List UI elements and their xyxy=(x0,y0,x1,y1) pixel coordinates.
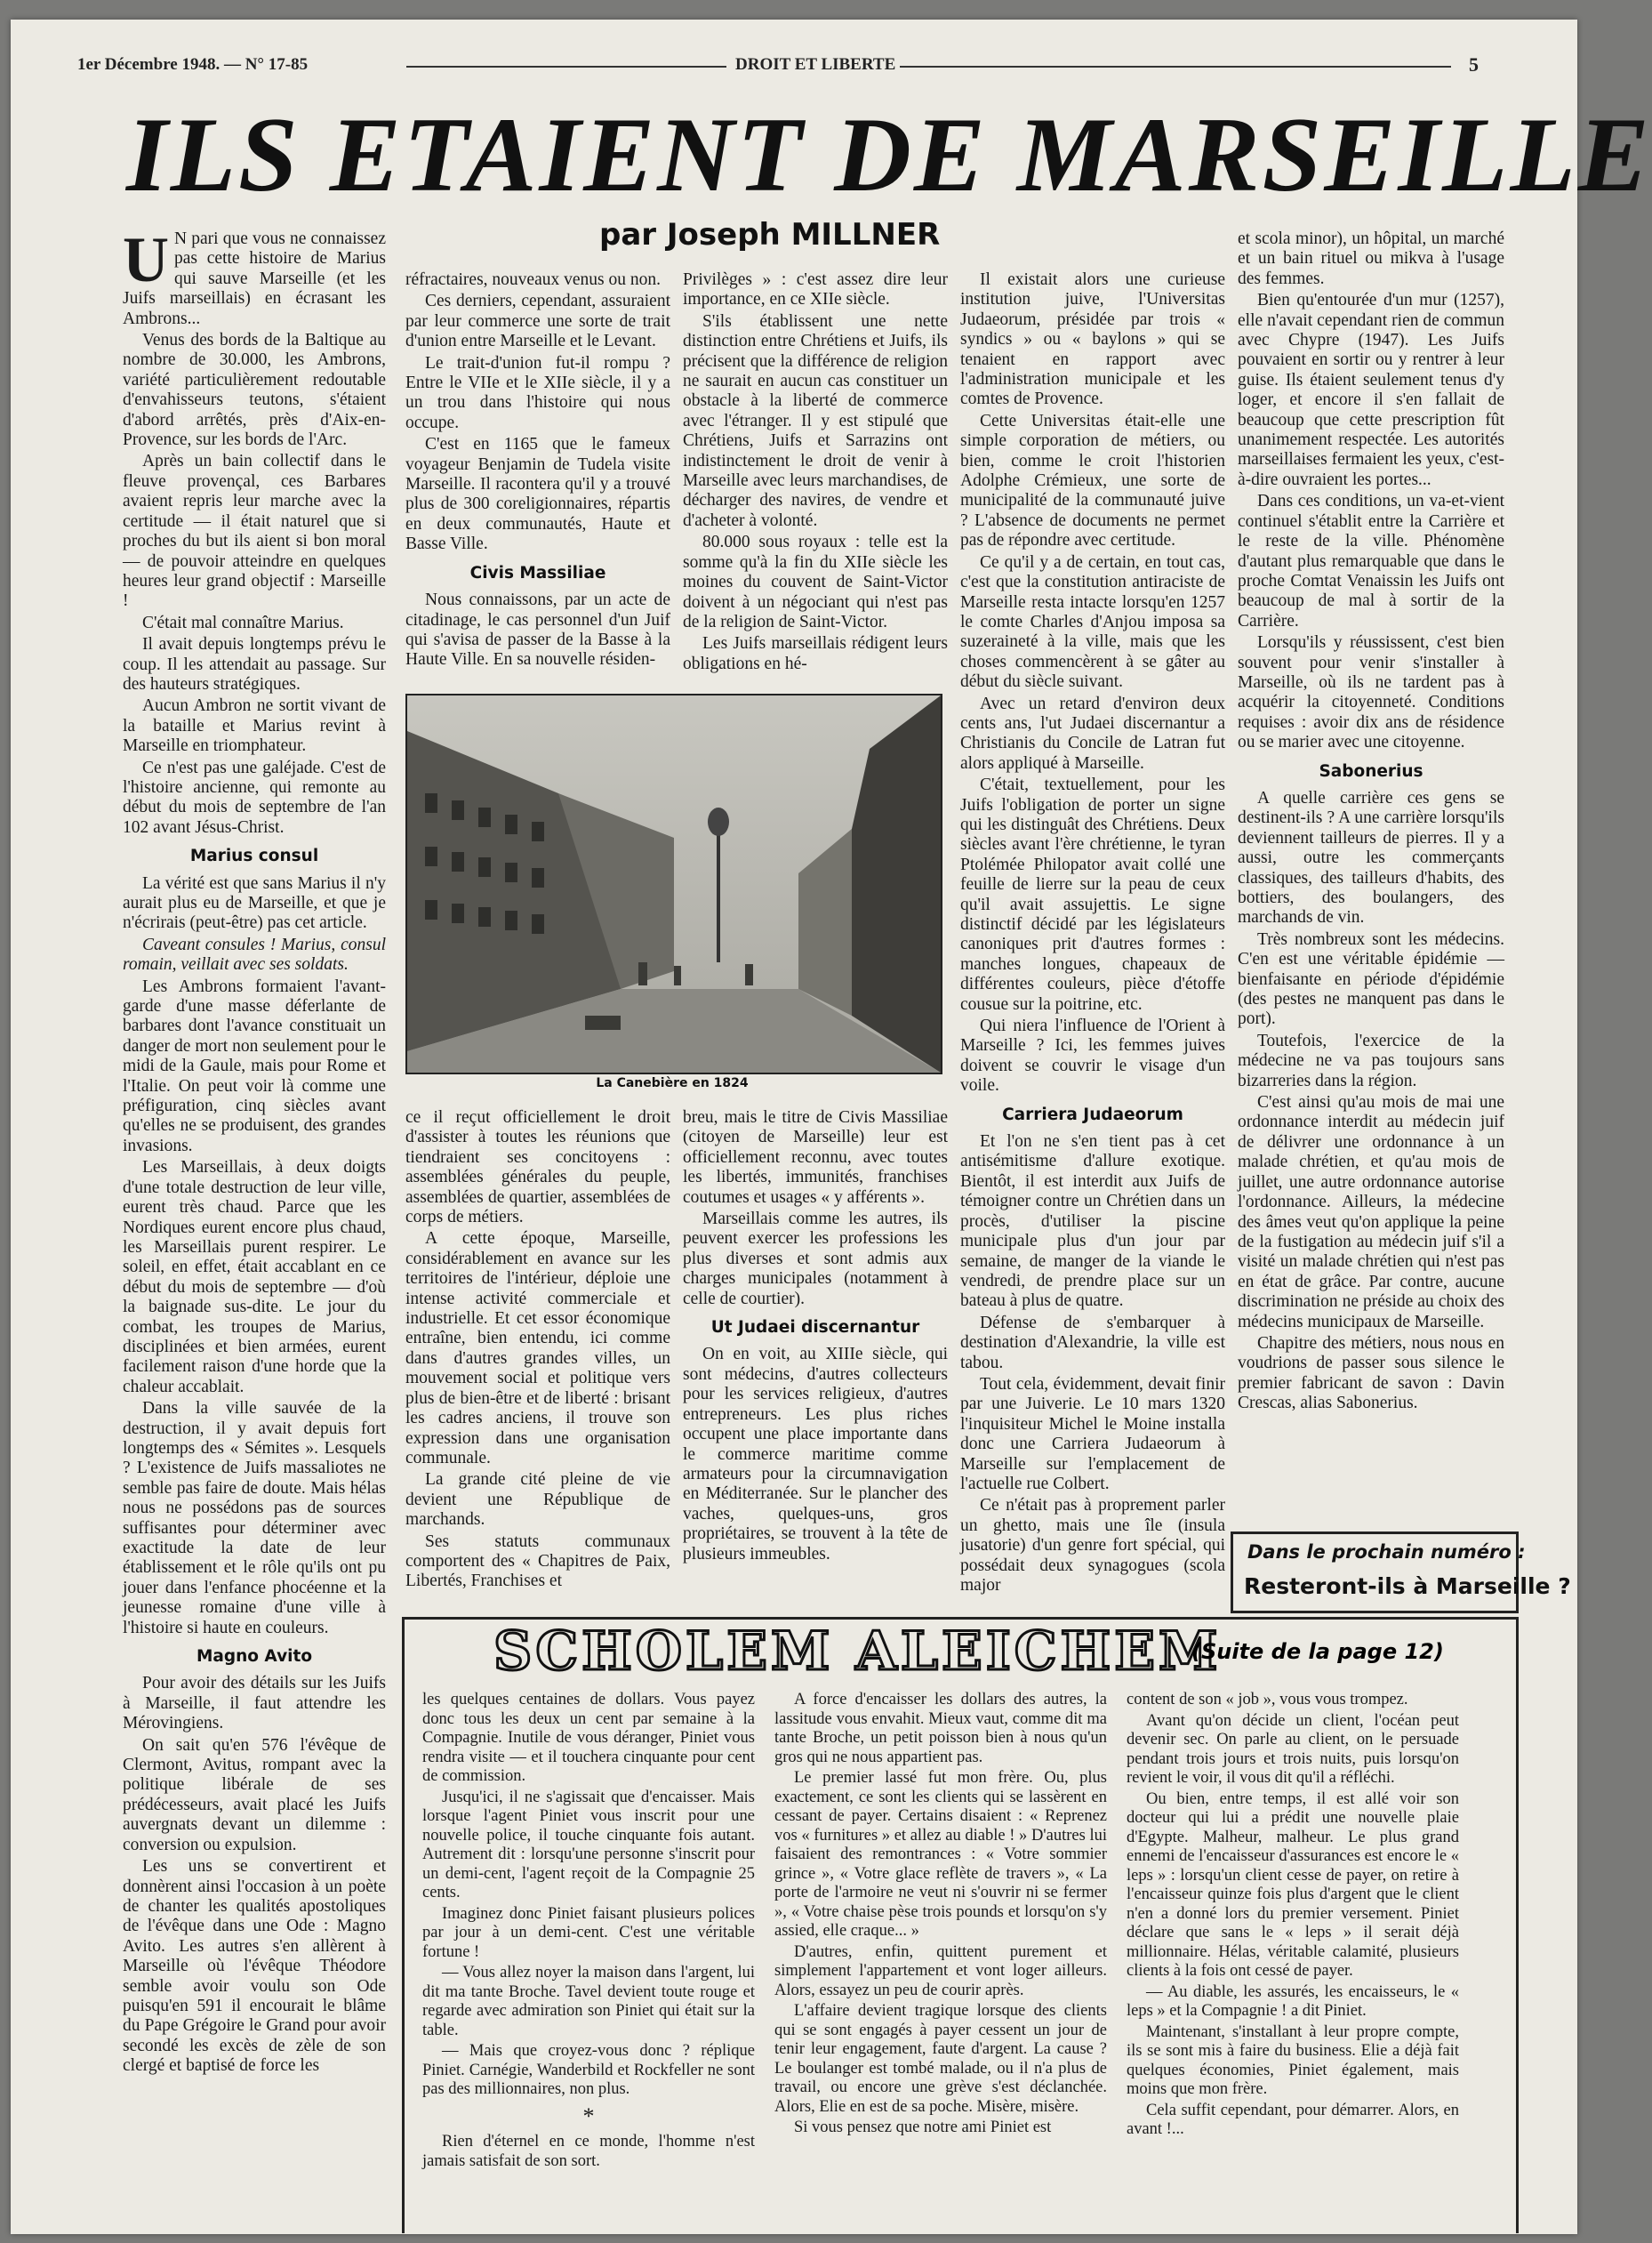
photo-caption: La Canebière en 1824 xyxy=(596,1076,749,1090)
paragraph: et scola minor), un hôpital, un marché et un bain rituel ou mikva à l'usage des femmes. xyxy=(1238,229,1504,288)
paragraph: On sait qu'en 576 l'évêque de Clermont, Avitus, rompant avec la politique libérale de ses prédécesseurs, avait placé les Juifs auvergnats devant un dilemme : conversion ou expulsion. xyxy=(123,1735,386,1854)
issue-date: 1er Décembre 1948. — N° 17-85 xyxy=(77,55,309,74)
article-column-4 xyxy=(960,270,1225,1608)
paragraph: Les uns se convertirent et donnèrent ainsi l'occasion à un poète de chanter les qualités apostoliques de l'évêque dans une Ode : Magno Avito. Les autres s'en allèrent à Marseille où l'évêque Théodore semble avoir voulu son Ode puisqu'en 591 il encourait le blâme du Pape Grégoire le Grand pour avoir secondé les excès de zèle de son clergé et baptisé de force les xyxy=(123,1857,386,2076)
article-column-1 xyxy=(123,224,386,2076)
page-number: 5 xyxy=(1469,53,1479,76)
paragraph: Dans la ville sauvée de la destruction, il y avait depuis fort longtemps des « Sémites ». Lesquels ? L'existence de Juifs massaliotes ne semble pas faire de doute. Mais hélas nous ne possédons pas de sources suffisantes pour déterminer avec exactitude la date de leur établissement et le rôle qu'ils ont pu jouer dans l'enfance phocéenne et la jeunesse romaine d'une ville à l'histoire si haute en couleurs. xyxy=(123,1399,386,1637)
publication-name: DROIT ET LIBERTE xyxy=(735,55,896,74)
paragraph: Et l'on ne s'en tient pas à cet antisémitisme d'allure exotique. Bientôt, il est interdit aux Juifs de témoigner contre un Chrétien dans un procès, d'utiliser la piscine municipale plus d'un jour par semaine, de manger de la viande le vendredi, de prendre place sur un bateau à plus de quatre. xyxy=(960,1132,1225,1311)
scholem-aleichem-box xyxy=(402,1617,1519,2233)
paragraph: Ce n'est pas une galéjade. C'est de l'histoire ancienne, qui remonte au début du mois de septembre de l'an 102 avant Jésus-Christ. xyxy=(123,758,386,837)
paragraph: réfractaires, nouveaux venus ou non. xyxy=(405,270,661,289)
paragraph: Lorsqu'ils y réussissent, c'est bien souvent pour venir s'installer à Marseille, où ils ne tardent pas à acquérir la citoyenneté. Conditions requises : avoir dix ans de résidence ou se marier avec une citoyenne. xyxy=(1238,633,1504,752)
paragraph: Ses statuts communaux comportent des « Chapitres de Paix, Libertés, Franchises et xyxy=(405,1532,670,1591)
paragraph: Rien d'éternel en ce monde, l'homme n'est jamais satisfait de son sort. xyxy=(422,2133,755,2170)
scholem-title: SCHOLEM ALEICHEM xyxy=(493,1620,1222,1683)
scholem-continuation: (Suite de la page 12) xyxy=(1191,1639,1444,1664)
paragraph: Dans ces conditions, un va-et-vient continuel s'établit entre la Carrière et le reste de la ville. Phénomène d'autant plus remarquable que dans le proche Comtat Venaissin les Juifs ont beaucoup de mal à sortir de la Carrière. xyxy=(1238,492,1504,631)
paragraph: Ce qu'il y a de certain, en tout cas, c'est que la constitution antiraciste de Marseille resta intacte lorsqu'en 1257 le comte Charles d'Anjou imposa sa suzeraineté à la ville, mais que les choses commencèrent à se gâter au début du siècle suivant. xyxy=(960,552,1225,692)
paragraph: Très nombreux sont les médecins. C'en est une véritable épidémie — bienfaisante en période d'épidémie (des pestes ne manquent pas dans le port). xyxy=(1238,929,1504,1029)
header-rule-right xyxy=(900,66,1451,68)
paragraph: Cette Universitas était-elle une simple corporation de métiers, ou bien, comme le croit l'historien Adolphe Crémieux, une sorte de municipalité de la communauté juive ? L'absence de documents ne permet pas de répondre avec certitude. xyxy=(960,411,1225,551)
paragraph: La grande cité pleine de vie devient une République de marchands. xyxy=(405,1470,670,1530)
scholem-column-3 xyxy=(1127,1691,1459,2224)
paragraph: Jusqu'ici, il ne s'agissait que d'encaisser. Mais lorsque l'agent Piniet vous inscrit pour une nouvelle police, il touche cinquante fois autant. Autrement dit : lorsqu'une personne s'inscrit pour un demi-cent, l'agent reçoit de la Compagnie 25 cents. xyxy=(422,1788,755,1901)
paragraph: Le premier lassé fut mon frère. Ou, plus exactement, ce sont les clients qui se lassèrent en cessant de payer. Certains disaient : « Reprenez vos « furnitures » et allez au diable ! » D'autres lui faisaient des remontrances : « Votre sommier grince », « Votre glace reflète de travers », « La porte de l'armoire ne veut ni s'ouvrir ni se fermer », « Votre chaise pèse trois pounds et lorsqu'on s'y assied, elle craque... » xyxy=(774,1769,1107,1940)
paragraph: A quelle carrière ces gens se destinent-ils ? A une carrière lorsqu'ils deviennent tailleurs de pierres. Il y a aussi, outre les commerçants classiques, des tailleurs d'habits, des bottiers, des boulangers, des marchands de vin. xyxy=(1238,788,1504,928)
paragraph: Caveant consules ! Marius, consul romain, veillait avec ses soldats. xyxy=(123,935,386,975)
paragraph: 80.000 sous royaux : telle est la somme qu'à la fin du XIIe siècle les moines du couvent de Saint-Victor doivent à un négociant qui n'est pas de la religion de Saint-Victor. xyxy=(683,533,948,631)
paragraph: A cette époque, Marseille, considérablement en avance sur les territoires de l'intérieur, déploie une intense activité commerciale et industrielle. Et cet essor économique entraîne, bien entendu, ici comme dans d'autres grandes villes, un mouvement social et politique vers plus de bien-être et de liberté : brisant les cadres anciens, il trouve son expression dans une organisation communale. xyxy=(405,1229,670,1467)
scholem-column-1 xyxy=(422,1691,755,2224)
paragraph: Pour avoir des détails sur les Juifs à Marseille, il faut attendre les Mérovingiens. xyxy=(123,1674,386,1733)
paragraph: Privilèges » : c'est assez dire leur importance, en ce XIIe siècle. xyxy=(683,270,948,310)
paragraph: content de son « job », vous vous trompez. xyxy=(1127,1691,1408,1708)
subheading-civis-massiliae: Civis Massiliae xyxy=(469,563,606,583)
paragraph: Les Marseillais, à deux doigts d'une totale destruction de leur ville, eurent très chaud. Parce que les Nordiques eurent encore plus chaud, les Marseillais purent respirer. Le soleil, en effet, était accablant en ce début du mois de septembre — d'où la baignade sus-dite. Le jour du combat, les troupes de Marius, disciplinées et bien armées, eurent facilement raison d'une horde que la chaleur accablait. xyxy=(123,1158,386,1396)
paragraph: On en voit, au XIIIe siècle, qui sont médecins, d'autres collecteurs pour les services religieux, d'autres entrepreneurs. Les plus riches occupent une place importante dans le commerce maritime comme armateurs pour la circumnavigation en Méditerranée. Sur le plancher des vaches, quelques-uns, gros propriétaires, se trouvent à la tête de plusieurs immeubles. xyxy=(683,1345,948,1564)
article-byline: par Joseph MILLNER xyxy=(599,217,941,253)
newspaper-page xyxy=(11,20,1652,2234)
paragraph: Toutefois, l'exercice de la médecine ne va pas toujours sans bizarreries dans la région. xyxy=(1238,1031,1504,1090)
paragraph: — Mais que croyez-vous donc ? réplique Piniet. Carnégie, Wanderbild et Rockfeller ne sont pas des millionnaires, non plus. xyxy=(422,2042,755,2098)
drop-cap: U xyxy=(123,224,169,295)
paragraph: les quelques centaines de dollars. Vous payez donc tous les deux un cent par semaine à la Compagnie. Inutile de vous déranger, Piniet vous rendra visite — et il touchera cinquante pour cent de commission. xyxy=(422,1691,755,1785)
paragraph: Après un bain collectif dans le fleuve provençal, ces Barbares avaient repris leur marche avec la certitude — il était naturel que si proches du but ils aient si bon moral — de pouvoir atteindre en quelques heures leur grand objectif : Marseille ! xyxy=(123,452,386,611)
paragraph: Le trait-d'union fut-il rompu ? Entre le VIIe et le XIIe siècle, il y a un trou dans l'histoire qui nous occupe. xyxy=(405,353,670,432)
paragraph: C'est en 1165 que le fameux voyageur Benjamin de Tudela visite Marseille. Il racontera qu'il y a trouvé plus de 300 coreligionnaires, répartis en deux communautés, Haute et Basse Ville. xyxy=(405,435,670,554)
paragraph: Avant qu'on décide un client, l'océan peut devenir sec. On parle au client, on le persuade pendant trois jours et trois nuits, puis lorsqu'on revient le voir, il vous dit qu'il a réfléchi. xyxy=(1127,1711,1459,1787)
subheading-ut-judaei: Ut Judaei discernantur xyxy=(710,1318,920,1338)
subheading-sabonerius: Sabonerius xyxy=(1319,761,1423,781)
paragraph: D'autres, enfin, quittent purement et simplement l'appartement et vont loger ailleurs. Alors, essayez un peu de courir après. xyxy=(774,1942,1107,1999)
subheading-magno-avito: Magno Avito xyxy=(196,1647,313,1667)
next-issue-box xyxy=(1231,1532,1571,1613)
paragraph: Chapitre des métiers, nous nous en voudrions de passer sous silence le premier fabricant de savon : Davin Crescas, alias Sabonerius. xyxy=(1238,1333,1504,1413)
paragraph: Venus des bords de la Baltique au nombre de 30.000, les Ambrons, variété particulièrement redoutable d'envahisseurs teutons, s'étaient d'abord arrêtés, près d'Aix-en-Provence, sur les bords de l'Arc. xyxy=(123,331,386,450)
paragraph: Aucun Ambron ne sortit vivant de la bataille et Marius revint à Marseille en triomphateur. xyxy=(123,696,386,756)
article-column-3-top xyxy=(683,270,948,688)
paragraph: Défense de s'embarquer à destination d'Alexandrie, la ville est tabou. xyxy=(960,1313,1225,1372)
paragraph: Marseillais comme les autres, ils peuvent exercer les professions les plus diverses et sont admis aux charges municipales (notamment à celle de courtier). xyxy=(683,1210,948,1308)
paragraph: C'était mal connaître Marius. xyxy=(142,613,344,632)
article-title: ILS ETAIENT DE MARSEILLE xyxy=(126,95,1652,213)
paragraph: A force d'encaisser les dollars des autres, la lassitude vous envahit. Mieux vaut, comme dit ma tante Broche, un petit poisson bien à nous qu'un gros qui ne nous appartient pas. xyxy=(774,1691,1107,1766)
paragraph: Ce n'était pas à proprement parler un ghetto, mais une île (insula jusatorie) d'un genre fort spécial, qui possédait deux synagogues (scola major xyxy=(960,1496,1225,1595)
paragraph: Si vous pensez que notre ami Piniet est xyxy=(794,2118,1052,2136)
street-illustration xyxy=(407,695,941,1073)
paragraph: ce il reçut officiellement le droit d'assister à toutes les réunions que tiendraient ses concitoyens : assemblées générales du peuple, assemblées de quartier, assemblées de corps de métiers. xyxy=(405,1108,670,1227)
next-issue-title: Resteront-ils à Marseille ? xyxy=(1244,1573,1571,1599)
paragraph: Bien qu'entourée d'un mur (1257), elle n'avait cependant rien de commun avec Chypre (1947). Les Juifs pouvaient en sortir ou y rentrer à leur guise. Ils étaient seulement tenus d'y loger, et encore il s'en fallait de beaucoup que cette prescription fût unanimement respectée. Les autorités marseillaises fermaient les yeux, c'est-à-dire ouvraient les portes... xyxy=(1238,291,1504,489)
article-column-2-top xyxy=(405,270,670,688)
paragraph: L'affaire devient tragique lorsque des clients qui se sont engagés à payer cessent un jour de tenir leur engagement, faute d'argent. La cause ? Le boulanger est tombé malade, ou il n'a plus de travail, ou encore une grève s'est déclanchée. Alors, Elie en est de sa poche. Misère, misère. xyxy=(774,2002,1107,2116)
paragraph: — Au diable, les assurés, les encaisseurs, le « leps » et la Compagnie ! a dit Piniet. xyxy=(1127,1982,1459,2020)
next-issue-label: Dans le prochain numéro : xyxy=(1247,1541,1526,1563)
article-column-5 xyxy=(1238,229,1504,1521)
paragraph: C'est ainsi qu'au mois de mai une ordonnance interdit au médecin juif de délivrer une ordonnance à un malade chrétien, et qu'au mois de juillet, une autre ordonnance autorise l'ordonnance. Ailleurs, la médecine des âmes veut qu'on applique la peine de la fustigation au médecin juif s'il a visité un malade chrétien qui n'est pas en état de grâce. Par contre, aucune discrimination ne préside au choix des médecins municipaux de Marseille. xyxy=(1238,1093,1504,1331)
paragraph: C'était, textuellement, pour les Juifs l'obligation de porter un signe qui les distinguât des Chrétiens. Deux siècles avant l'ère chrétienne, le tyran Ptolémée Philopator avait collé une feuille de lierre sur la peau de ceux qu'il avait assujettis. Le signe distinctif décidé par les législateurs canoniques prit d'autres formes : manches longues, chapeaux de différentes couleurs, pièce d'étoffe cousue sur la poitrine, etc. xyxy=(960,776,1225,1014)
scholem-column-2 xyxy=(774,1691,1107,2224)
section-star: * xyxy=(582,2102,595,2129)
article-column-3-bottom xyxy=(683,1108,948,1606)
header-rule-left xyxy=(406,66,726,68)
paragraph: Tout cela, évidemment, devait finir par une Juiverie. Le 10 mars 1320 l'inquisiteur Michel le Moine installa donc une Carriera Judaeorum à Marseille sur l'emplacement de l'actuelle rue Colbert. xyxy=(960,1374,1225,1493)
canebiere-photo xyxy=(405,694,942,1074)
paragraph: — Vous allez noyer la maison dans l'argent, lui dit ma tante Broche. Tavel devient toute rouge et regarde avec admiration son Piniet qui était sur la table. xyxy=(422,1964,755,2039)
paragraph: Il existait alors une curieuse institution juive, l'Universitas Judaeorum, présidée par trois « syndics » ou « baylons » qui se tenaient en rapport avec l'administration municipale et les comtes de Provence. xyxy=(960,270,1225,409)
paragraph: Les Ambrons formaient l'avant-garde d'une masse déferlante de barbares dont l'avance constituait un danger de mort non seulement pour le midi de la Gaule, mais pour Rome et l'Italie. On peut voir là comme une préfiguration, cinq siècles avant qu'elles ne se produisent, des grandes invasions. xyxy=(123,977,386,1155)
paragraph: breu, mais le titre de Civis Massiliae (citoyen de Marseille) leur est officiellement reconnu, avec toutes les libertés, immunités, franchises coutumes et usages « y afférents ». xyxy=(683,1108,948,1207)
paragraph: Cela suffit cependant, pour démarrer. Alors, en avant !... xyxy=(1127,2101,1459,2138)
paragraph: Ou bien, entre temps, il est allé voir son docteur qui lui a prédit une nouvelle plaie d'Egypte. Malheur, malheur. Le plus grand ennemi de l'encaisseur d'assurances est encore le « leps » : lorsqu'un client cesse de payer, on retire à l'encaisseur quinze fois plus d'argent que le client n'en a donné lors du premier versement. Piniet déclare que sans le « leps » il serait déjà millionnaire. Hélas, véritable calamité, plusieurs clients à la fois ont cessé de payer. xyxy=(1127,1789,1459,1980)
subheading-marius-consul: Marius consul xyxy=(189,847,319,866)
paragraph: La vérité est que sans Marius il n'y aurait plus eu de Marseille, et que je n'écrirais (peut-être) pas cet article. xyxy=(123,873,386,933)
paragraph: Les Juifs marseillais rédigent leurs obligations en hé- xyxy=(683,634,948,673)
paragraph: Maintenant, s'installant à leur propre compte, ils se sont mis à faire du business. Elie a déjà fait quelques économies, Piniet également, mais moins que mon frère. xyxy=(1127,2022,1459,2098)
paragraph: Il avait depuis longtemps prévu le coup. Il les attendait au passage. Sur des hauteurs stratégiques. xyxy=(123,635,386,694)
paragraph: Qui niera l'influence de l'Orient à Marseille ? Ici, les femmes juives doivent se couvrir le visage d'un voile. xyxy=(960,1017,1225,1096)
paragraph: Ces derniers, cependant, assuraient par leur commerce une sorte de trait d'union entre Marseille et le Levant. xyxy=(405,292,670,351)
paragraph: S'ils établissent une nette distinction entre Chrétiens et Juifs, ils précisent que la différence de religion ne saurait en aucun cas constituer un obstacle à la liberté de commerce avec l'étranger. Il y est stipulé que Chrétiens, Juifs et Sarrazins ont indistinctement le droit de venir à Marseille avec leurs marchandises, de décharger des navires, de vendre et d'acheter à volonté. xyxy=(683,311,948,530)
article-column-2-bottom xyxy=(405,1108,670,1606)
paragraph: Nous connaissons, par un acte de citadinage, le cas personnel d'un Juif qui s'avisa de passer de la Basse à la Haute Ville. En sa nouvelle résiden- xyxy=(405,591,670,670)
paragraph: N pari que vous ne connaissez pas cette histoire de Marius qui sauve Marseille (et les Juifs marseillais) en écrasant les Ambrons... xyxy=(123,229,386,328)
paragraph: Avec un retard d'environ deux cents ans, l'ut Judaei discernantur a Christianis du Concile de Latran fut alors appliqué à Marseille. xyxy=(960,694,1225,773)
paragraph: Imaginez donc Piniet faisant plusieurs polices par jour à un demi-cent. C'est une véritable fortune ! xyxy=(422,1904,755,1961)
subheading-carriera-judaeorum: Carriera Judaeorum xyxy=(1002,1105,1183,1124)
